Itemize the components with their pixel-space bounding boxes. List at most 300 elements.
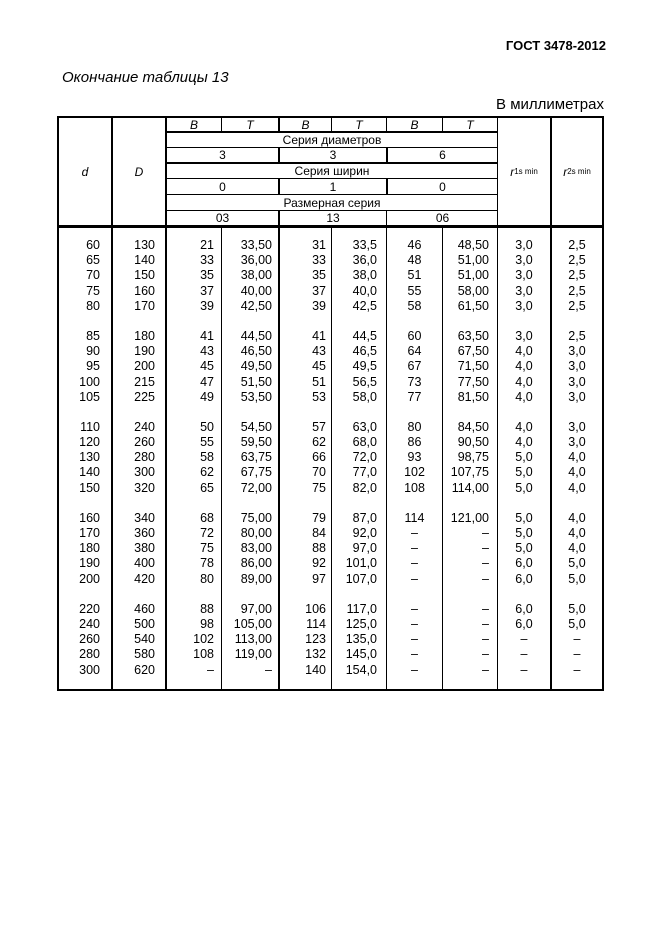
table-cell-r2: 5,0 [568, 616, 586, 631]
table-cell-T13: 77,0 [352, 465, 377, 480]
table-cell-B03: 102 [193, 632, 214, 647]
table-cell-B06: 93 [407, 450, 422, 465]
table-cell-T06: – [482, 662, 489, 677]
table-caption: Окончание таблицы 13 [62, 69, 229, 86]
table-cell-d: 70 [86, 268, 100, 283]
table-cell-r2: 5,0 [568, 571, 586, 586]
table-cell-T03: 105,00 [233, 616, 272, 631]
table-cell-d: 80 [86, 298, 100, 313]
table-cell-B03: 41 [200, 328, 214, 343]
table-cell-B06: – [411, 556, 418, 571]
table-cell-D: 620 [134, 662, 155, 677]
group-spacer [552, 587, 602, 602]
table-cell-T13: 82,0 [352, 480, 377, 495]
group-spacer [167, 587, 214, 602]
table-cell-d: 60 [86, 238, 100, 252]
diameter-series-03: 3 [219, 148, 226, 162]
group-spacer [113, 496, 155, 511]
table-cell-d: 90 [86, 344, 100, 359]
table-cell-T13: 40,0 [352, 283, 377, 298]
table-cell-D: 170 [134, 298, 155, 313]
table-cell-T06: 98,75 [457, 450, 489, 465]
table-cell-T13: 97,0 [352, 541, 377, 556]
table-cell-r2: 4,0 [568, 480, 586, 495]
group-spacer [443, 314, 489, 329]
table-cell-T06: 58,00 [457, 283, 489, 298]
table-cell-r2: 2,5 [568, 328, 586, 343]
table-cell-r2: 3,0 [568, 359, 586, 374]
table-cell-T13: 87,0 [352, 510, 377, 525]
table-cell-B13: 75 [312, 480, 326, 495]
table-cell-r1: 6,0 [515, 601, 533, 616]
table-cell-D: 180 [134, 328, 155, 343]
r1-symbol: r [510, 164, 515, 179]
group-spacer [498, 405, 550, 420]
group-spacer [59, 314, 100, 329]
table-cell-T13: 44,5 [352, 328, 377, 343]
table-cell-B13: 39 [312, 298, 326, 313]
table-cell-T06: 121,00 [450, 510, 489, 525]
table-cell-B13: 84 [312, 526, 326, 540]
table-cell-T06: 51,00 [457, 253, 489, 268]
column-B-13 [280, 238, 326, 678]
table-cell-r1: 6,0 [515, 616, 533, 631]
table-cell-r1: 6,0 [515, 571, 533, 586]
table-cell-r1: 5,0 [515, 541, 533, 556]
table-cell-D: 540 [134, 632, 155, 647]
column-r2s-min [552, 238, 602, 678]
group-spacer [387, 405, 442, 420]
table-cell-T03: 63,75 [240, 450, 272, 465]
table-cell-T13: 92,0 [352, 526, 377, 540]
table-cell-B06: – [411, 526, 418, 540]
width-series-03: 0 [219, 179, 226, 194]
table-cell-B06: – [411, 662, 418, 677]
table-cell-T03: 38,00 [240, 268, 272, 283]
table-cell-T03: – [265, 662, 272, 677]
table-cell-T13: 36,0 [352, 253, 377, 268]
table-cell-r2: 4,0 [568, 541, 586, 556]
table-cell-r2: 4,0 [568, 465, 586, 480]
table-cell-d: 280 [79, 647, 100, 662]
table-cell-B06: – [411, 601, 418, 616]
diameter-series-13: 3 [329, 148, 337, 162]
table-cell-B03: 78 [200, 556, 214, 571]
table-cell-B03: 21 [200, 238, 214, 252]
width-series-06: 0 [439, 179, 446, 194]
table-cell-B03: 55 [200, 435, 214, 450]
table-cell-B13: 114 [306, 616, 326, 631]
table-cell-B13: 57 [312, 419, 326, 434]
group-spacer [387, 496, 442, 511]
table-cell-T06: – [482, 601, 489, 616]
table-cell-r1: 3,0 [515, 268, 533, 283]
table-cell-T03: 51,50 [240, 374, 272, 389]
group-spacer [167, 496, 214, 511]
table-cell-d: 220 [79, 601, 100, 616]
table-cell-B06: 51 [407, 268, 422, 283]
table-cell-B03: 98 [200, 616, 214, 631]
table-cell-D: 225 [134, 389, 155, 404]
table-cell-d: 110 [80, 419, 100, 434]
table-cell-B13: 140 [305, 662, 326, 677]
table-cell-T03: 42,50 [240, 298, 272, 313]
table-cell-B13: 53 [312, 389, 326, 404]
group-spacer [59, 496, 100, 511]
table-cell-T13: 68,0 [352, 435, 377, 450]
table-cell-T03: 67,75 [240, 465, 272, 480]
table-cell-B13: 37 [312, 283, 326, 298]
table-cell-T13: 42,5 [352, 298, 377, 313]
group-spacer [332, 587, 377, 602]
table-cell-d: 190 [79, 556, 100, 571]
table-cell-r2: 4,0 [568, 450, 586, 465]
table-cell-r1: 4,0 [515, 374, 533, 389]
table-cell-r1: 5,0 [515, 465, 533, 480]
table-cell-r2: 2,5 [568, 283, 586, 298]
table-cell-B03: 108 [193, 647, 214, 662]
table-cell-d: 75 [86, 283, 100, 298]
table-cell-r2: 4,0 [568, 510, 586, 525]
table-cell-r1: 5,0 [515, 510, 533, 525]
table-cell-r2: 2,5 [568, 298, 586, 313]
table-cell-T13: 117,0 [346, 601, 377, 616]
table-cell-r1: 3,0 [515, 283, 533, 298]
table-cell-r1: 3,0 [515, 328, 533, 343]
table-cell-T13: 63,0 [352, 419, 377, 434]
table-cell-B06: 46 [407, 238, 422, 252]
table-cell-D: 420 [134, 571, 155, 586]
table-cell-T03: 83,00 [240, 541, 272, 556]
column-B-03 [167, 238, 214, 678]
table-cell-r1: 4,0 [515, 419, 533, 434]
r2-subscript: 2s min [567, 167, 591, 176]
group-spacer [167, 314, 214, 329]
table-cell-D: 500 [134, 616, 155, 631]
table-cell-T03: 72,00 [240, 480, 272, 495]
table-cell-r1: 4,0 [515, 344, 533, 359]
table-cell-r2: 3,0 [568, 435, 586, 450]
table-cell-B13: 45 [312, 359, 326, 374]
table-cell-D: 130 [134, 238, 155, 252]
header-dimension-series-label: Размерная серия [283, 195, 381, 210]
table-cell-D: 320 [134, 480, 155, 495]
table-cell-D: 200 [134, 359, 155, 374]
header-B-13: B [301, 118, 310, 132]
group-spacer [113, 314, 155, 329]
table-cell-B06: 108 [404, 480, 425, 495]
table-cell-B03: 33 [200, 253, 214, 268]
table-cell-T03: 86,00 [240, 556, 272, 571]
column-T-06 [443, 238, 489, 678]
table-cell-B06: 86 [407, 435, 422, 450]
table-cell-T13: 56,5 [352, 374, 377, 389]
table-cell-T03: 97,00 [240, 601, 272, 616]
table-cell-T06: – [482, 647, 489, 662]
standard-number: ГОСТ 3478-2012 [505, 38, 606, 53]
table-cell-B03: 43 [200, 344, 214, 359]
header-D: D [134, 164, 144, 179]
table-cell-r1: 4,0 [515, 359, 533, 374]
table-cell-B06: – [411, 616, 418, 631]
table-cell-B06: 114 [404, 510, 425, 525]
table-cell-B06: 48 [407, 253, 422, 268]
table-cell-T03: 53,50 [240, 389, 272, 404]
table-cell-r1: – [520, 662, 528, 677]
table-cell-r1: 3,0 [515, 238, 533, 252]
table-cell-r2: 5,0 [568, 556, 586, 571]
table-cell-B13: 31 [312, 238, 326, 252]
table-cell-T06: – [482, 526, 489, 540]
table-cell-r1: 5,0 [515, 480, 533, 495]
table-cell-T06: 71,50 [457, 359, 489, 374]
table-cell-B13: 123 [305, 632, 326, 647]
group-spacer [280, 496, 326, 511]
table-cell-B13: 70 [312, 465, 326, 480]
table-cell-B03: 58 [200, 450, 214, 465]
table-cell-B03: 62 [200, 465, 214, 480]
table-cell-r2: 3,0 [568, 389, 586, 404]
table-cell-B13: 41 [312, 328, 326, 343]
table-cell-D: 380 [134, 541, 155, 556]
table-cell-B03: 80 [200, 571, 214, 586]
table-cell-B13: 106 [305, 601, 326, 616]
table-cell-T03: 49,50 [240, 359, 272, 374]
table-cell-T13: 33,5 [352, 238, 377, 252]
header-width-series-label: Серия ширин [294, 164, 370, 178]
column-r1s-min [498, 238, 550, 678]
table-cell-T06: 90,50 [457, 435, 489, 450]
table-cell-T03: 80,00 [240, 526, 272, 540]
table-cell-B06: 60 [407, 328, 422, 343]
dimension-series-03: 03 [215, 211, 230, 225]
header-d: d [81, 164, 89, 179]
table-cell-r2: 3,0 [568, 374, 586, 389]
table-cell-T13: 145,0 [345, 647, 377, 662]
table-cell-T13: 58,0 [352, 389, 377, 404]
table-cell-d: 85 [86, 328, 100, 343]
table-cell-r1: – [520, 632, 528, 647]
column-B-06 [387, 238, 442, 678]
column-T-13 [332, 238, 377, 678]
table-cell-D: 400 [134, 556, 155, 571]
table-cell-r1: 5,0 [515, 450, 533, 465]
table-cell-T06: – [482, 571, 489, 586]
table-cell-r2: – [573, 647, 581, 662]
table-cell-D: 260 [134, 435, 155, 450]
table-cell-T03: 89,00 [240, 571, 272, 586]
table-cell-d: 130 [79, 450, 100, 465]
group-spacer [498, 314, 550, 329]
table-cell-r2: – [573, 632, 581, 647]
group-spacer [59, 587, 100, 602]
table-cell-B06: 64 [407, 344, 422, 359]
table-cell-B03: 50 [200, 419, 214, 434]
table-cell-d: 150 [79, 480, 100, 495]
table-cell-B13: 88 [312, 541, 326, 556]
table-cell-B06: 73 [407, 374, 422, 389]
table-cell-D: 215 [134, 374, 155, 389]
table-cell-D: 580 [134, 647, 155, 662]
width-series-13: 1 [329, 179, 337, 194]
table-cell-T03: 46,50 [240, 344, 272, 359]
table-cell-T13: 46,5 [352, 344, 377, 359]
table-cell-r2: 2,5 [568, 253, 586, 268]
table-cell-B03: 37 [200, 283, 214, 298]
table-cell-B06: – [411, 541, 418, 556]
table-cell-D: 300 [134, 465, 155, 480]
table-cell-B06: 67 [407, 359, 422, 374]
table-cell-r1: 3,0 [515, 298, 533, 313]
table-cell-T03: 119,00 [234, 647, 272, 662]
table-cell-B03: 68 [200, 510, 214, 525]
group-spacer [332, 314, 377, 329]
table-cell-d: 300 [79, 662, 100, 677]
table-cell-T13: 72,0 [352, 450, 377, 465]
header-diameter-series-label: Серия диаметров [282, 133, 382, 147]
table-cell-B03: – [207, 662, 214, 677]
table-cell-T13: 49,5 [352, 359, 377, 374]
table-cell-T03: 40,00 [240, 283, 272, 298]
group-spacer [387, 587, 442, 602]
group-spacer [280, 405, 326, 420]
table-cell-r1: – [520, 647, 528, 662]
table-cell-T06: 67,50 [457, 344, 489, 359]
table-cell-B13: 97 [312, 571, 326, 586]
table-cell-d: 200 [79, 571, 100, 586]
table-cell-d: 105 [79, 389, 100, 404]
table-cell-d: 95 [86, 359, 100, 374]
group-spacer [113, 587, 155, 602]
table-cell-T06: 48,50 [457, 238, 489, 252]
table-cell-r2: 3,0 [568, 344, 586, 359]
table-cell-r2: 3,0 [568, 419, 586, 434]
table-cell-B06: 102 [404, 465, 425, 480]
group-spacer [222, 587, 272, 602]
table-cell-T03: 59,50 [240, 435, 272, 450]
table-cell-D: 360 [134, 526, 155, 540]
group-spacer [443, 587, 489, 602]
table-cell-T03: 33,50 [240, 238, 272, 252]
table-cell-B06: 77 [407, 389, 422, 404]
table-cell-B03: 72 [200, 526, 214, 540]
table-cell-B06: 55 [407, 283, 422, 298]
table-cell-B13: 43 [312, 344, 326, 359]
group-spacer [552, 314, 602, 329]
table-cell-T13: 101,0 [345, 556, 377, 571]
table-cell-r1: 5,0 [515, 526, 533, 540]
dimension-series-13: 13 [326, 211, 340, 225]
group-spacer [280, 314, 326, 329]
table-cell-T06: 84,50 [457, 419, 489, 434]
table-cell-B13: 62 [312, 435, 326, 450]
table-cell-D: 160 [134, 283, 155, 298]
group-spacer [387, 314, 442, 329]
group-spacer [552, 405, 602, 420]
table-cell-B13: 79 [312, 510, 326, 525]
table-cell-T06: – [482, 616, 489, 631]
table-cell-d: 120 [79, 435, 100, 450]
table-cell-d: 240 [79, 616, 100, 631]
table-cell-T06: 107,75 [450, 465, 489, 480]
table-cell-T03: 44,50 [240, 328, 272, 343]
header-r2s-min [552, 118, 602, 225]
table-cell-B06: – [411, 571, 418, 586]
table-cell-B03: 88 [200, 601, 214, 616]
bearing-dimensions-table [57, 116, 604, 691]
header-r1s-min [498, 118, 550, 225]
group-spacer [59, 405, 100, 420]
table-cell-B13: 92 [312, 556, 326, 571]
group-spacer [222, 496, 272, 511]
column-D [113, 238, 155, 678]
column-d [59, 238, 100, 678]
table-cell-B03: 49 [200, 389, 214, 404]
table-cell-B06: 58 [407, 298, 422, 313]
table-cell-d: 65 [86, 253, 100, 268]
table-cell-D: 190 [134, 344, 155, 359]
table-cell-d: 100 [79, 374, 100, 389]
r2-symbol: r [563, 164, 568, 179]
group-spacer [167, 405, 214, 420]
table-cell-T06: 114,00 [451, 480, 489, 495]
table-cell-D: 140 [134, 253, 155, 268]
table-cell-T06: 81,50 [457, 389, 489, 404]
table-cell-d: 160 [79, 510, 100, 525]
table-cell-B06: – [411, 632, 418, 647]
group-spacer [332, 405, 377, 420]
table-cell-B06: – [411, 647, 418, 662]
table-cell-T03: 36,00 [240, 253, 272, 268]
header-T-06: T [466, 118, 474, 132]
table-cell-T13: 154,0 [345, 662, 377, 677]
table-cell-B03: 45 [200, 359, 214, 374]
table-cell-d: 140 [79, 465, 100, 480]
table-cell-B13: 66 [312, 450, 326, 465]
group-spacer [332, 496, 377, 511]
header-T-13: T [355, 118, 363, 132]
diameter-series-06: 6 [439, 148, 446, 162]
column-T-03 [222, 238, 272, 678]
table-cell-T03: 54,50 [240, 419, 272, 434]
table-cell-T13: 135,0 [345, 632, 377, 647]
table-cell-D: 340 [134, 510, 155, 525]
dimension-series-06: 06 [435, 211, 450, 225]
table-cell-T06: – [482, 541, 489, 556]
table-cell-T13: 107,0 [345, 571, 377, 586]
group-spacer [113, 405, 155, 420]
table-cell-T06: 51,00 [457, 268, 489, 283]
table-cell-D: 150 [134, 268, 155, 283]
table-cell-r1: 4,0 [515, 435, 533, 450]
table-cell-T13: 38,0 [352, 268, 377, 283]
table-cell-B03: 39 [200, 298, 214, 313]
table-cell-r2: 2,5 [568, 238, 586, 252]
table-cell-B03: 75 [200, 541, 214, 556]
table-cell-B03: 35 [200, 268, 214, 283]
table-cell-B13: 33 [312, 253, 326, 268]
table-cell-r2: 2,5 [568, 268, 586, 283]
table-cell-B13: 132 [305, 647, 326, 662]
table-cell-r1: 6,0 [515, 556, 533, 571]
table-cell-T03: 75,00 [240, 510, 272, 525]
table-cell-T06: 77,50 [457, 374, 489, 389]
table-cell-d: 170 [79, 526, 100, 540]
table-cell-d: 180 [79, 541, 100, 556]
table-cell-r2: 4,0 [568, 526, 586, 540]
table-cell-D: 240 [134, 419, 155, 434]
units-note: В миллиметрах [496, 96, 604, 113]
